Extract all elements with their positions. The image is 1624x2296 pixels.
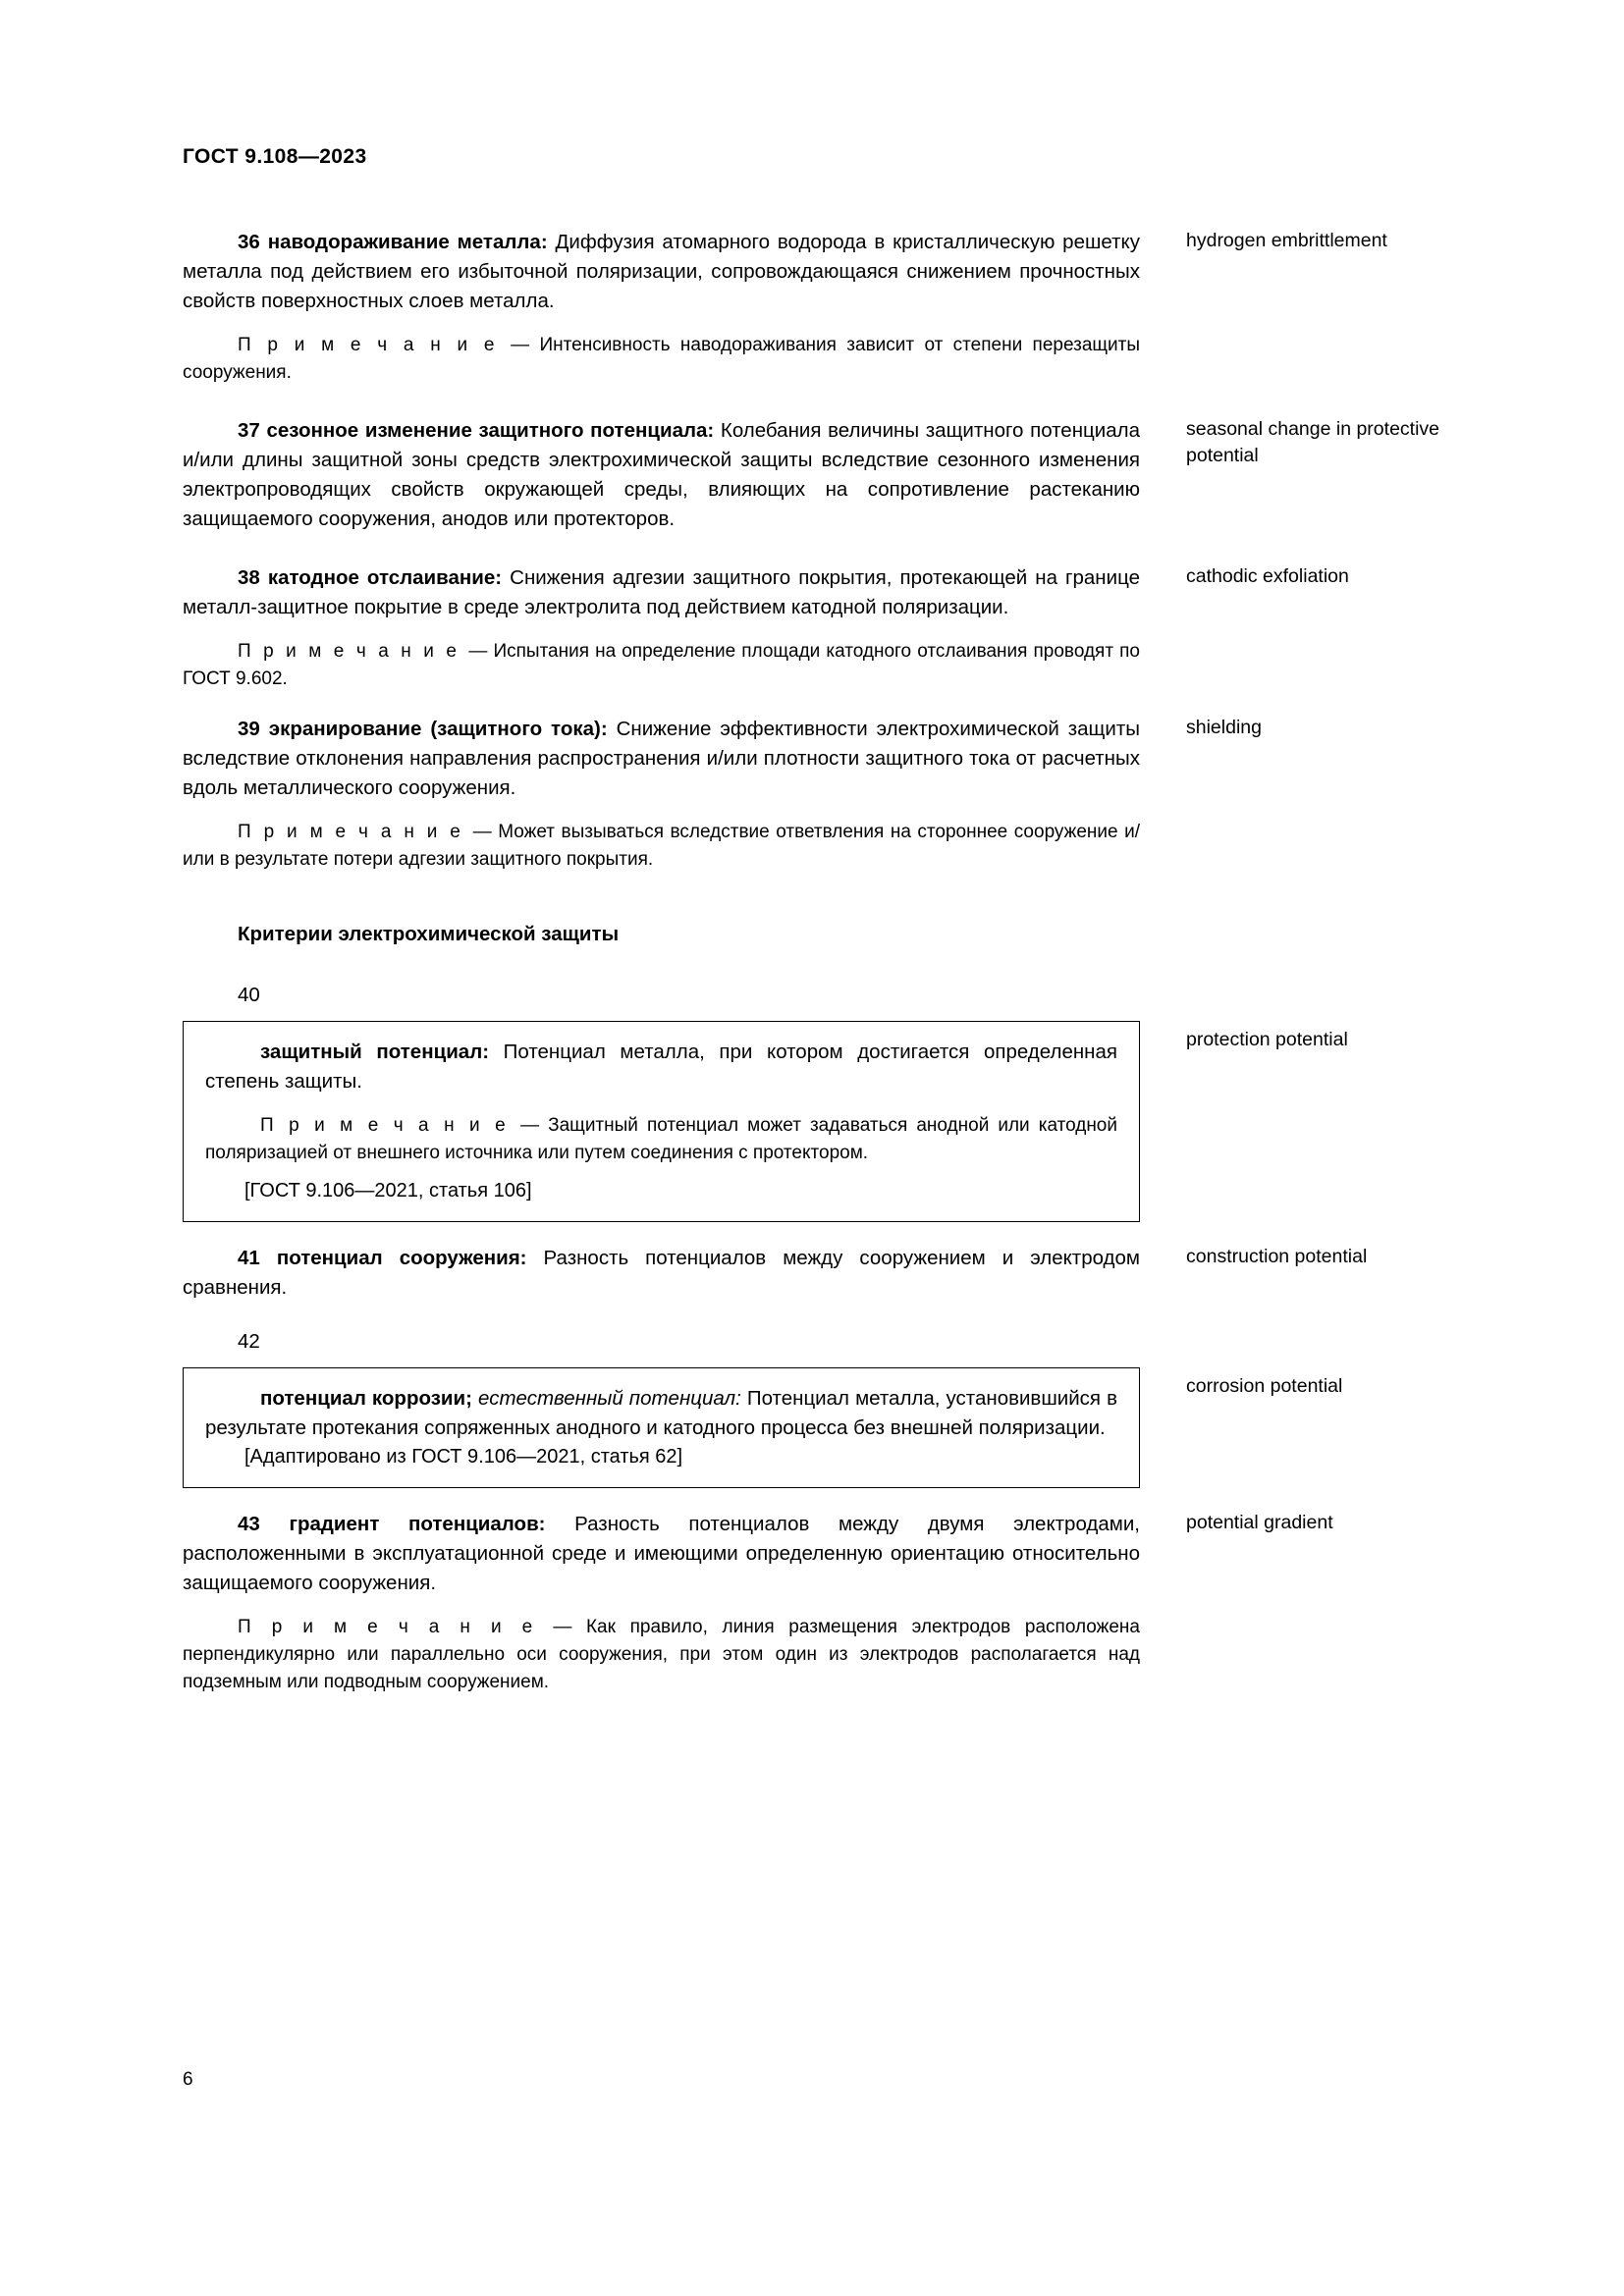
term-number-38: 38 (238, 566, 260, 589)
term-text-38: Снижения адгезии защитного покрытия, протекающей на границе металл-защитное покрытие в среде электролита под действием катодной поляризации. (183, 566, 1140, 618)
note-text-43: — Как правило, линия размещения электродов расположена перпендикулярно или параллельно оси сооружения, при этом один из электродов располагается над подземным или подводным сооружением. (183, 1617, 1140, 1692)
term-entry-43 (183, 1510, 1459, 1696)
term-number-41: 41 (238, 1247, 260, 1269)
term-definition-38 (183, 563, 1140, 622)
term-note-40 (205, 1112, 1117, 1167)
page-header: ГОСТ 9.108—2023 (183, 145, 367, 168)
term-note-39 (183, 819, 1140, 874)
boxed-term-40 (183, 1021, 1140, 1222)
page-number: 6 (183, 2069, 193, 2090)
term-number-39: 39 (238, 718, 260, 740)
term-definition-37 (183, 416, 1140, 534)
term-entry-42 (183, 1367, 1459, 1488)
term-entry-36 (183, 228, 1459, 387)
term-number-42: 42 (238, 1330, 260, 1353)
term-definition-40 (205, 1038, 1117, 1096)
term-english-42: corrosion potential (1186, 1375, 1343, 1397)
note-text-36: — Интенсивность наводораживания зависит от степени перезащиты сооружения. (183, 335, 1140, 383)
term-english-36: hydrogen embrittlement (1186, 230, 1387, 251)
term-text-37: Колебания величины защитного потенциала и/или длины защитной зоны средств электрохимической защиты вследствие сезонного изменения электропроводящих свойств окружающей среды, влияющих на сопротивление растеканию защищаемого сооружения, анодов или протекторов. (183, 419, 1140, 530)
term-english-41: construction potential (1186, 1246, 1368, 1267)
term-text-36: Диффузия атомарного водорода в кристаллическую решетку металла под действием его избыточной поляризации, сопровождающаяся снижением прочностных свойств поверхностных слоев металла. (183, 231, 1140, 312)
term-english-39: shielding (1186, 717, 1262, 738)
term-entry-37 (183, 416, 1459, 534)
term-definition-41 (183, 1244, 1140, 1303)
term-name-38: катодное отслаивание: (267, 566, 503, 589)
term-name-41: потенциал сооружения: (276, 1247, 527, 1269)
term-name-42: потенциал коррозии; (260, 1387, 472, 1410)
note-label-38: П р и м е ч а н и е (238, 641, 469, 662)
term-english-37: seasonal change in protective potential (1186, 418, 1440, 466)
term-definition-43 (183, 1510, 1140, 1598)
term-english-38: cathodic exfoliation (1186, 565, 1349, 587)
term-number-36: 36 (238, 231, 260, 253)
term-definition-42 (205, 1384, 1117, 1443)
term-name-37: сезонное изменение защитного потенциала: (266, 419, 715, 442)
term-number-43: 43 (238, 1513, 260, 1535)
term-name-italic-42: естественный потенциал: (471, 1387, 741, 1410)
term-note-43 (183, 1614, 1140, 1696)
term-entry-41 (183, 1244, 1459, 1303)
term-entry-38 (183, 563, 1459, 693)
term-note-38 (183, 638, 1140, 693)
term-number-40: 40 (238, 984, 260, 1006)
section-title: Критерии электрохимической защиты (238, 923, 620, 945)
term-definition-39 (183, 715, 1140, 803)
term-english-40: protection potential (1186, 1029, 1348, 1050)
term-name-40: защитный потенциал: (260, 1041, 490, 1063)
term-definition-36 (183, 228, 1140, 316)
term-name-43: градиент потенциалов: (289, 1513, 546, 1535)
term-text-43: Разность потенциалов между двумя электродами, расположенными в эксплуатационной среде и имеющими определенную ориентацию относительно защищаемого сооружения. (183, 1513, 1140, 1594)
note-label-36: П р и м е ч а н и е (238, 335, 512, 355)
page-content (183, 228, 1459, 1696)
term-text-40: Потенциал металла, при котором достигается определенная степень защиты. (205, 1041, 1117, 1093)
note-text-40: — Защитный потенциал может задаваться анодной или катодной поляризацией от внешнего источника или путем соединения с протектором. (205, 1115, 1117, 1163)
term-source-42: [Адаптировано из ГОСТ 9.106—2021, статья 62] (244, 1446, 683, 1468)
term-name-36: наводораживание металла: (267, 231, 548, 253)
note-label-39: П р и м е ч а н и е (238, 822, 473, 842)
note-label-40: П р и м е ч а н и е (260, 1115, 521, 1136)
term-text-42: Потенциал металла, установившийся в результате протекания сопряженных анодного и катодного процесса без внешней поляризации. (205, 1387, 1117, 1439)
term-number-37: 37 (238, 419, 260, 442)
term-source-40: [ГОСТ 9.106—2021, статья 106] (244, 1180, 532, 1201)
term-name-39: экранирование (защитного тока): (268, 718, 608, 740)
term-text-41: Разность потенциалов между сооружением и электродом сравнения. (183, 1247, 1141, 1299)
boxed-term-42 (183, 1367, 1140, 1488)
note-text-39: — Может вызываться вследствие ответвления на стороннее сооружение и/или в результате потери адгезии защитного покрытия. (183, 822, 1140, 870)
term-note-36 (183, 332, 1140, 387)
term-english-43: potential gradient (1186, 1512, 1333, 1533)
term-entry-39 (183, 715, 1459, 874)
term-text-39: Снижение эффективности электрохимической защиты вследствие отклонения направления распространения и/или плотности защитного тока от расчетных вдоль металлического сооружения. (183, 718, 1140, 799)
term-entry-40 (183, 1021, 1459, 1222)
note-text-38: — Испытания на определение площади катодного отслаивания проводят по ГОСТ 9.602. (183, 641, 1140, 689)
note-label-43: П р и м е ч а н и е (238, 1617, 554, 1637)
